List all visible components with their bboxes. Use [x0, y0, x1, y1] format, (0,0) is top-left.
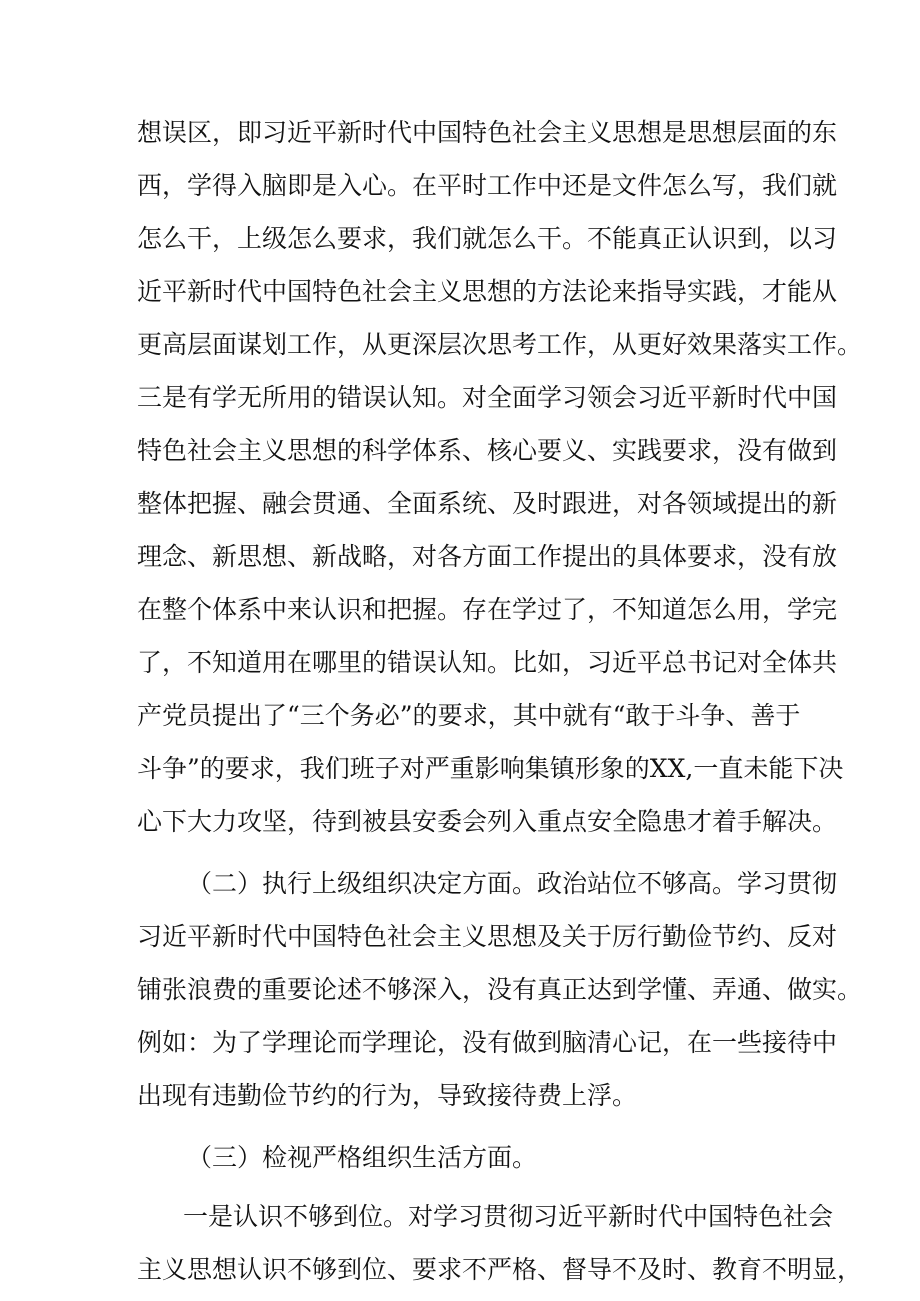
text-line: 在整个体系中来认识和把握。存在学过了，不知道怎么用，学完	[137, 595, 838, 624]
text-line: 三是有学无所用的错误认知。对全面学习领会习近平新时代中国	[137, 383, 838, 412]
text-line: 怎么干，上级怎么要求，我们就怎么干。不能真正认识到，以习	[137, 224, 838, 253]
text-line: 心下大力攻坚，待到被县安委会列入重点安全隐患才着手解决。	[137, 807, 838, 836]
text-line: 理念、新思想、新战略，对各方面工作提出的具体要求，没有放	[137, 542, 838, 571]
text-line: 出现有违勤俭节约的行为，导致接待费上浮。	[137, 1081, 638, 1110]
text-line: 整体把握、融会贯通、全面系统、及时跟进，对各领域提出的新	[137, 489, 838, 518]
paragraph-continuation	[137, 106, 863, 848]
text-line: （二）执行上级组织决定方面。政治站位不够高。学习贯彻	[187, 869, 838, 898]
text-line: 斗争”的要求，我们班子对严重影响集镇形象的XX,一直未能下决	[137, 754, 844, 783]
text-line: 铺张浪费的重要论述不够深入，没有真正达到学懂、弄通、做实。	[137, 975, 863, 1004]
paragraph-section-two	[137, 857, 863, 1122]
text-line: 一是认识不够到位。对学习贯彻习近平新时代中国特色社会	[183, 1202, 834, 1231]
paragraph-section-three	[137, 1190, 863, 1296]
text-line: 了，不知道用在哪里的错误认知。比如，习近平总书记对全体共	[137, 648, 838, 677]
text-line: 产党员提出了“三个务必”的要求，其中就有“敢于斗争、善于	[137, 701, 801, 730]
text-line: 习近平新时代中国特色社会主义思想及关于厉行勤俭节约、反对	[137, 922, 838, 951]
text-line: 特色社会主义思想的科学体系、核心要义、实践要求，没有做到	[137, 436, 838, 465]
text-line: 想误区，即习近平新时代中国特色社会主义思想是思想层面的东	[137, 118, 838, 147]
section-three-heading	[137, 1131, 797, 1184]
document-body	[137, 106, 863, 1296]
text-line: 更高层面谋划工作，从更深层次思考工作，从更好效果落实工作。	[137, 330, 863, 359]
section-heading: （三）检视严格组织生活方面。	[187, 1143, 538, 1172]
text-line: 西，学得入脑即是入心。在平时工作中还是文件怎么写，我们就	[137, 171, 838, 200]
text-line: 近平新时代中国特色社会主义思想的方法论来指导实践，才能从	[137, 277, 838, 306]
text-line: 主义思想认识不够到位、要求不严格、督导不及时、教育不明显，	[137, 1255, 863, 1284]
text-line: 例如：为了学理论而学理论，没有做到脑清心记，在一些接待中	[137, 1028, 838, 1057]
